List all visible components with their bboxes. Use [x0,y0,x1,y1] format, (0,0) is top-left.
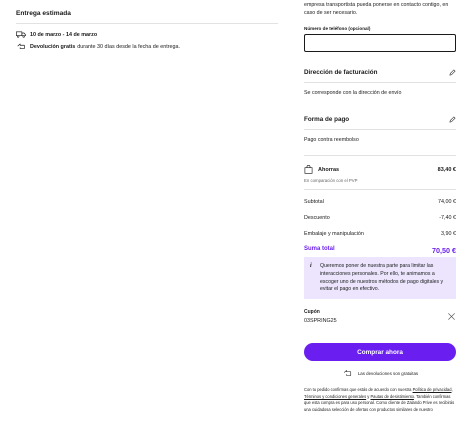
divider [304,189,456,190]
subtotal-label: Subtotal [304,199,324,205]
coupon-label: Cupón [304,309,320,315]
payment-header [304,116,456,123]
legal-text [304,387,456,413]
coupon-row [304,309,456,324]
divider [304,129,456,130]
discount-value: -7,40 € [439,215,456,221]
billing-title: Dirección de facturación [304,69,378,76]
privacy-policy-link[interactable]: Política de privacidad [412,387,452,392]
delivery-return-row [16,43,278,50]
savings-row [304,165,456,174]
subtotal-value: 74,00 € [438,199,456,205]
payment-text: Pago contra reembolso [304,137,359,143]
payment-edit-pencil-icon[interactable] [449,116,456,123]
discount-row [304,215,456,221]
notice-text: Queremos poner de nuestra parte para limitar las interacciones personales. Por ello, te animamos a escoger uno de nuestros métodos de pago digitales y evitar el pago en efectivo. [320,263,444,293]
savings-label: Ahorras [318,166,340,173]
billing-header [304,69,456,76]
contact-note: empresa transportista pueda ponerse en contacto contigo, en caso de ser necesario. [304,2,449,16]
return-icon [16,43,26,50]
handling-value: 3,90 € [441,231,456,237]
buy-now-button[interactable]: Comprar ahora [304,343,456,361]
delivery-panel [16,0,278,50]
phone-input[interactable] [304,34,456,52]
legal-text-part: . También confirmas que esta compra es para uso personal. Como cliente de Zalando Prive es recibirás una cuidadosa selección de ofertas con productos similares de nuestro [304,393,455,412]
legal-text-part: y [367,393,370,399]
cash-payment-notice [304,257,456,299]
savings-note: En comparación con el PVP [304,178,358,183]
terms-link[interactable]: Términos y condiciones generales [304,393,367,399]
legal-text-part: Con tu pedido confirmas que estás de acuerdo con nuestra [304,387,412,392]
total-value: 70,50 € [432,246,456,255]
free-returns-row [304,369,456,377]
free-returns-text: Las devoluciones son gratuitas [357,370,419,376]
legal-text-part: , [451,387,453,392]
payment-title: Forma de pago [304,116,350,123]
discount-label: Descuento [304,215,330,221]
free-return-label: Devolución gratis [30,43,76,50]
coupon-code: 03SPRING25 [304,318,337,324]
return-package-icon [342,369,352,377]
shopping-bag-icon [304,165,313,174]
free-return-text: durante 30 días desde la fecha de entrega. [77,43,181,50]
subtotal-row [304,199,456,205]
billing-text: Se corresponde con la dirección de envío [304,90,402,96]
delivery-date: 10 de marzo - 14 de marzo [30,31,98,38]
remove-coupon-close-icon[interactable] [447,312,456,321]
delivery-date-row [16,31,278,38]
total-row [304,246,456,255]
truck-icon [16,31,26,38]
coupon-info [304,309,337,324]
billing-edit-pencil-icon[interactable] [449,69,456,76]
handling-label: Embalaje y manipulación [304,231,364,237]
handling-row [304,231,456,237]
divider [304,82,456,83]
delivery-heading: Entrega estimada [16,0,278,24]
total-label: Suma total [304,246,335,252]
savings-label-group [304,165,339,174]
info-icon: i [310,263,312,269]
divider [304,155,456,156]
savings-amount: 83,40 € [437,166,456,173]
withdrawal-link[interactable]: Pautas de desistimiento [370,393,414,399]
phone-label: Número de teléfono (opcional) [304,26,371,31]
